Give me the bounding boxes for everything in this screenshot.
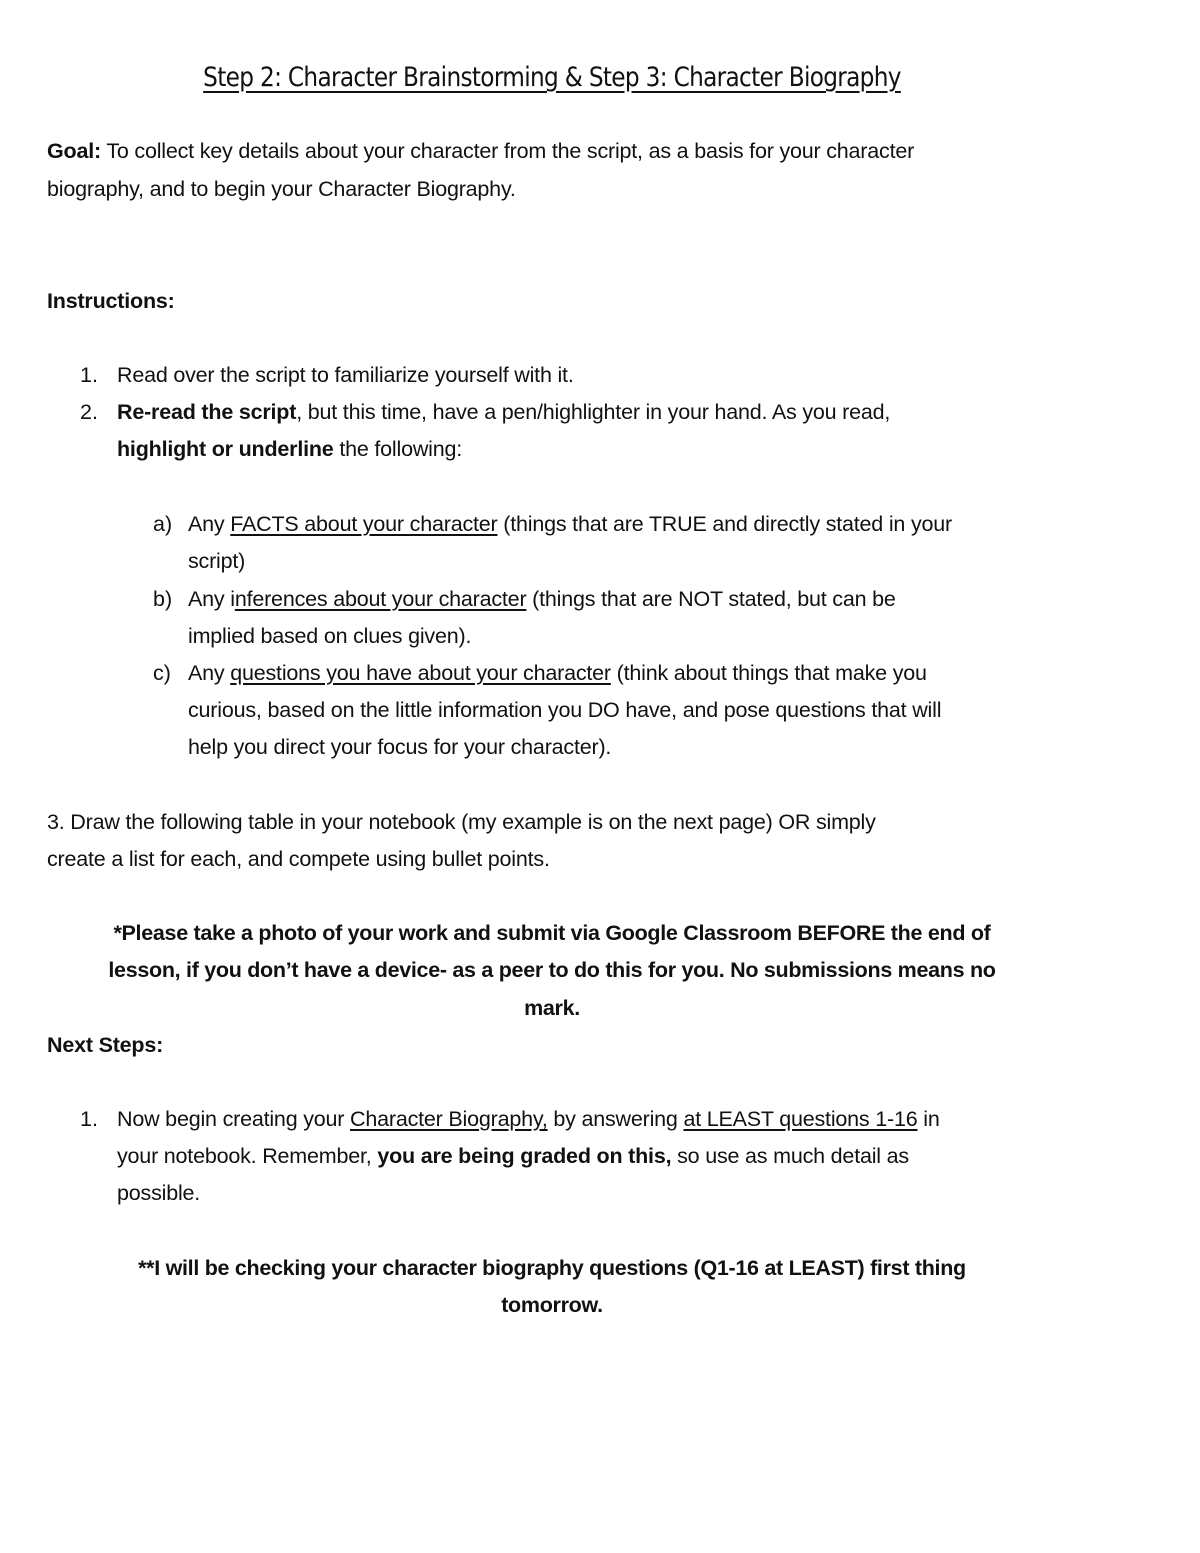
graded-bold: you are being graded on this, — [377, 1144, 672, 1168]
instruction-3-line-2: create a list for each, and compete using bullet points. — [47, 847, 550, 871]
goal-line-1 — [47, 133, 914, 170]
questions-range-underlined: at LEAST questions 1-16 — [683, 1107, 918, 1131]
instruction-3-line-1: 3. Draw the following table in your notebook (my example is on the next page) OR simply — [47, 810, 876, 834]
sub-b-underlined: nferences about your character — [234, 587, 527, 611]
sub-a-marker: a) — [153, 512, 173, 536]
instruction-2-bold-1: Re-read the script — [117, 400, 297, 424]
next-step-1-post: in — [917, 1107, 940, 1131]
instruction-2-line-2 — [117, 431, 462, 468]
next-step-1-mid: by answering — [547, 1107, 684, 1131]
next-steps-heading: Next Steps: — [47, 1033, 164, 1057]
submission-notice-line-1: *Please take a photo of your work and submit via Google Classroom BEFORE the end of — [113, 921, 991, 945]
instruction-2-bold-2: highlight or underline — [117, 437, 334, 461]
page-title: Step 2: Character Brainstorming & Step 3: Character Biography — [203, 62, 901, 93]
goal-text: To collect key details about your character from the script, as a basis for your character — [100, 139, 915, 163]
sub-b-post: (things that are NOT stated, but can be — [526, 587, 896, 611]
sub-a-underlined: FACTS about your character — [230, 512, 498, 536]
instruction-2-text-2: the following: — [333, 437, 463, 461]
submission-notice-line-3: mark. — [524, 996, 580, 1020]
instruction-2-marker: 2. — [80, 400, 98, 424]
instruction-2-text-1: , but this time, have a pen/highlighter in your hand. As you read, — [296, 400, 891, 424]
instruction-1-marker: 1. — [80, 363, 98, 387]
sub-c-pre: Any — [188, 661, 231, 685]
sub-a-post: (things that are TRUE and directly stated in your — [497, 512, 952, 536]
sub-c-underlined: questions you have about your character — [230, 661, 611, 685]
next-step-1-line-2-pre: your notebook. Remember, — [117, 1144, 378, 1168]
sub-b-line-2: implied based on clues given). — [188, 624, 472, 648]
sub-a-line-2: script) — [188, 549, 246, 573]
sub-c-line-3: help you direct your focus for your character). — [188, 735, 612, 759]
sub-c-marker: c) — [153, 661, 171, 685]
instructions-heading: Instructions: — [47, 289, 175, 313]
next-step-1-marker: 1. — [80, 1107, 98, 1131]
sub-c-line-2: curious, based on the little information you DO have, and pose questions that will — [188, 698, 942, 722]
goal-label: Goal: — [47, 139, 101, 163]
next-step-1-pre: Now begin creating your — [117, 1107, 351, 1131]
next-step-1-line-3: possible. — [117, 1181, 201, 1205]
sub-a-pre: Any — [188, 512, 231, 536]
goal-line-2: biography, and to begin your Character Biography. — [47, 177, 516, 201]
sub-c-line-1 — [188, 655, 927, 692]
instruction-2-line-1 — [117, 394, 890, 431]
checking-notice-line-2: tomorrow. — [501, 1293, 603, 1317]
sub-b-line-1 — [188, 581, 896, 618]
sub-b-marker: b) — [153, 587, 173, 611]
sub-c-post: (think about things that make you — [610, 661, 927, 685]
instruction-1-text: Read over the script to familiarize yourself with it. — [117, 363, 574, 387]
submission-notice-line-2: lesson, if you don’t have a device- as a peer to do this for you. No submissions means no — [108, 958, 996, 982]
sub-a-line-1 — [188, 506, 952, 543]
next-step-1-line-2 — [117, 1138, 909, 1175]
sub-b-pre: Any i — [188, 587, 235, 611]
next-step-1-line-2-post: so use as much detail as — [671, 1144, 909, 1168]
checking-notice-line-1: **I will be checking your character biography questions (Q1-16 at LEAST) first thing — [138, 1256, 966, 1280]
character-biography-underlined: Character Biography, — [350, 1107, 548, 1131]
next-step-1-line-1 — [117, 1101, 940, 1138]
